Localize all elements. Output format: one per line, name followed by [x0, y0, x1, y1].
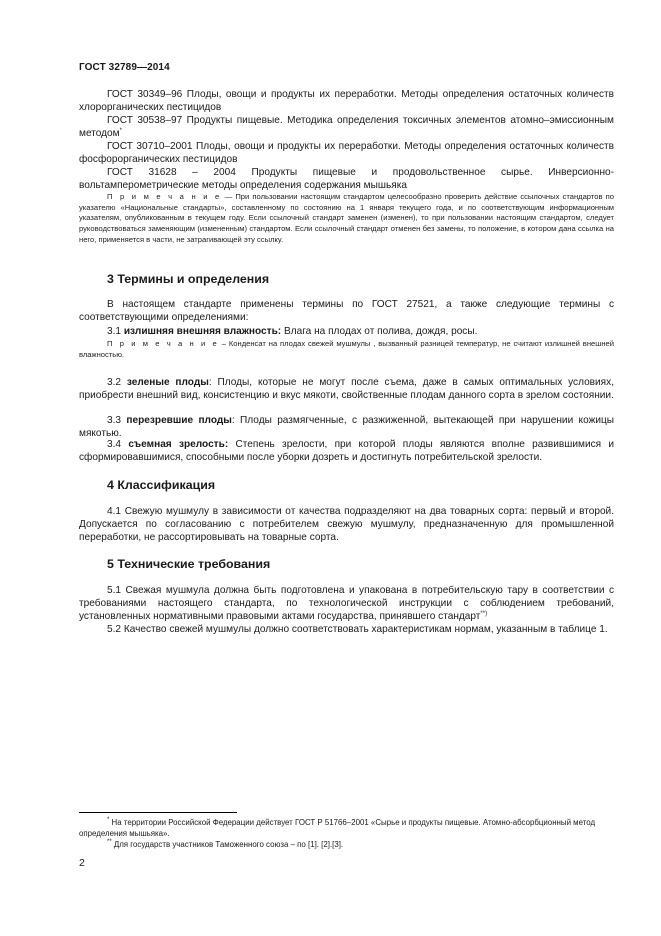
document-header: ГОСТ 32789—2014 [79, 62, 170, 73]
footnote-mark: * [119, 128, 122, 135]
section-5-paragraph-1: 5.1 Свежая мушмула должна быть подготовлена и упакована в потребительскую тару в соответствии с требованиями настоящего стандарта, по технологической инструкции с соблюдением требований, установленных нормативными правовыми актами государства, принявшего стандарт**) [79, 585, 614, 623]
footnote-2: ** Для государств участников Таможенного союза – по [1]. [2].[3]. [107, 839, 344, 849]
reference-gost-30349: ГОСТ 30349–96 Плоды, овощи и продукты их переработки. Методы определения остаточных количеств хлорорганических пестицидов [79, 89, 614, 114]
footnote-1: * На территории Российской Федерации действует ГОСТ Р 51766–2001 «Сырье и продукты пищевые. Атомно-абсорбционный метод определения мышьяка». [79, 817, 596, 838]
section-5-paragraph-2: 5.2 Качество свежей мушмулы должно соответствовать характеристикам нормам, указанным в таблице 1. [107, 624, 608, 635]
footnote-separator [79, 812, 237, 813]
term-3-2: 3.2 зеленые плоды: Плоды, которые не могут после съема, даже в самых оптимальных условиях, приобрести внешний вид, консистенцию и вкус мякоти, свойственные плодам данного сорта в зрелом состоянии. [79, 377, 614, 402]
note-term-3-1: П р и м е ч а н и е – Конденсат на плодах свежей мушмулы , вызванный разницей температур, не считают излишней внешней влажностью. [79, 339, 615, 359]
section-4-title: 4 Классификация [107, 478, 216, 492]
reference-gost-30538: ГОСТ 30538–97 Продукты пищевые. Методика определения токсичных элементов атомно–эмиссионным методом* [79, 115, 614, 140]
section-3-title: 3 Термины и определения [107, 272, 270, 286]
reference-gost-30710: ГОСТ 30710–2001 Плоды, овощи и продукты их переработки. Методы определения остаточных количеств фосфорорганических пестицидов [79, 141, 614, 166]
footnote-mark: **) [480, 611, 488, 618]
term-3-4: 3.4 съемная зрелость: Степень зрелости, при которой плоды являются вполне развившимися и сформировавшимися, способными после уборки дозреть и достигнуть потребительской зрелости. [79, 439, 614, 464]
note-references: П р и м е ч а н и е — При пользовании настоящим стандартом целесообразно проверить действие ссылочных стандартов по указателю «Национальные стандарты», составленному по состоянию на 1 января текущего года, и по соответствующим информационным указателям, опубликованным в текущем году. Если ссылочный стандарт заменен (изменен), то при пользовании настоящим стандартом, следует руководствоваться заменяющим (измененным) стандартом. Если ссылочный стандарт отменен без замены, то положение, в котором дана ссылка на него, применяется в части, не затрагивающей эту ссылку. [79, 192, 614, 244]
section-4-paragraph-1: 4.1 Свежую мушмулу в зависимости от качества подразделяют на два товарных сорта: первый и второй. Допускается по согласованию с потребителем свежую мушмулу, предназначенную для промышленной переработки, не рассортировывать на товарные сорта. [79, 506, 614, 544]
term-3-1: 3.1 излишняя внешняя влажность: Влага на плодах от полива, дождя, росы. [107, 326, 478, 337]
section-3-intro: В настоящем стандарте применены термины по ГОСТ 27521, а также следующие термины с соответствующими определениями: [79, 299, 614, 324]
page-number: 2 [79, 857, 85, 869]
reference-gost-31628: ГОСТ 31628 – 2004 Продукты пищевые и продовольственное сырье. Инверсионно-вольтамперометрические методы определения содержания мышьяка [79, 167, 614, 192]
section-5-title: 5 Технические требования [107, 557, 271, 571]
term-3-3: 3.3 перезревшие плоды: Плоды размягченные, с разжиженной, вытекающей при нарушении кожицы мякотью. [79, 415, 615, 440]
